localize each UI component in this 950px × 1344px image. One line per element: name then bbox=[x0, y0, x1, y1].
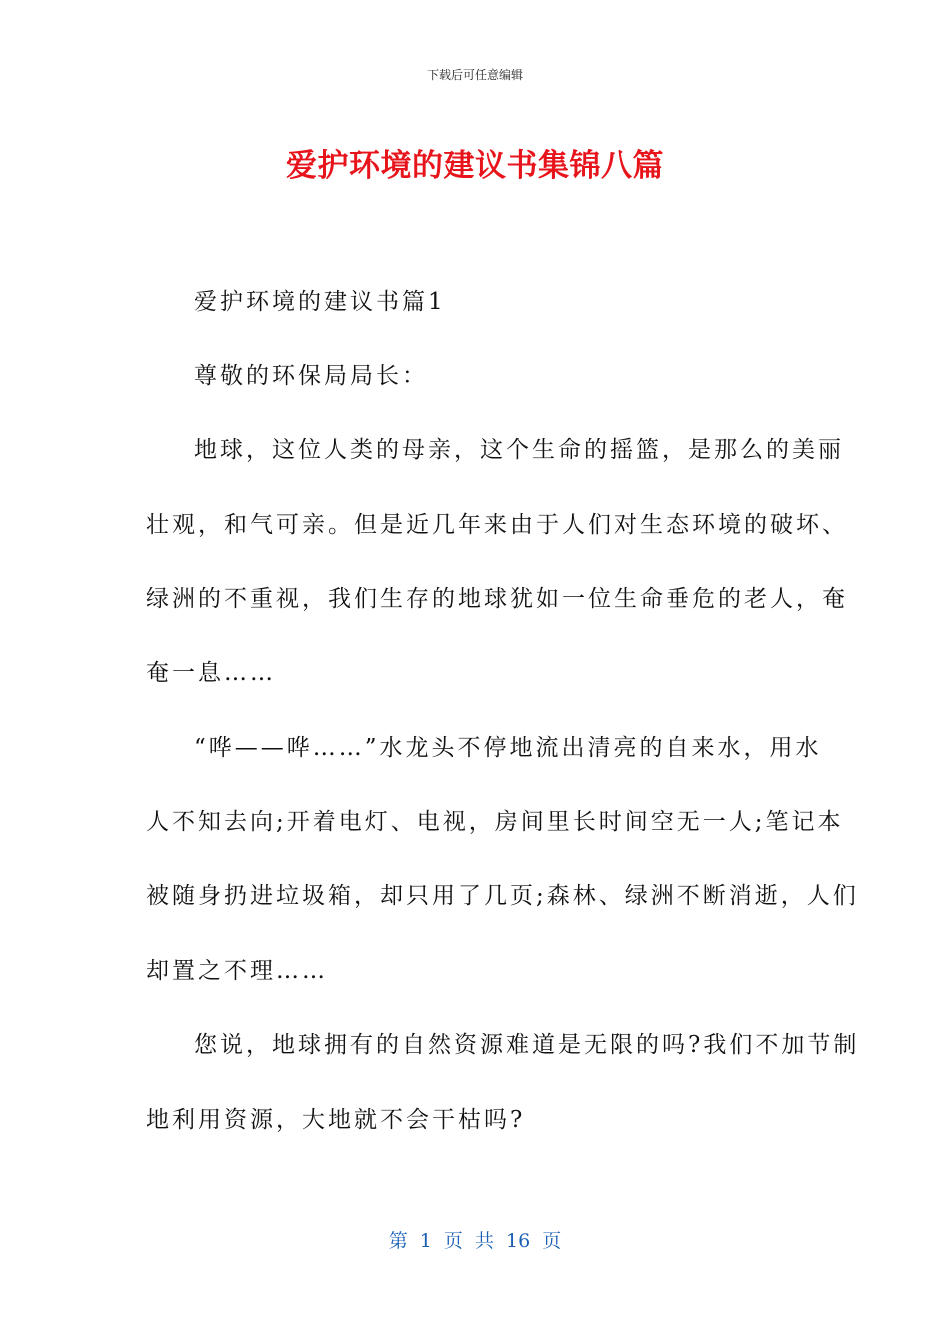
paragraph-line: 却置之不理…… bbox=[146, 958, 328, 984]
salutation: 尊敬的环保局局长： bbox=[194, 363, 428, 389]
paragraph-line: 您说，地球拥有的自然资源难道是无限的吗?我们不加节制 bbox=[194, 1032, 860, 1058]
paragraph-line: 人不知去向;开着电灯、电视，房间里长时间空无一人;笔记本 bbox=[146, 809, 844, 835]
paragraph-line: 奄一息…… bbox=[146, 660, 276, 686]
document-title: 爱护环境的建议书集锦八篇 bbox=[286, 148, 664, 184]
section-heading: 爱护环境的建议书篇1 bbox=[194, 289, 446, 315]
paragraph-line: 壮观，和气可亲。但是近几年来由于人们对生态环境的破坏、 bbox=[146, 512, 848, 538]
paragraph-line: “哗——哗……”水龙头不停地流出清亮的自来水，用水 bbox=[194, 735, 822, 761]
paragraph-line: 地利用资源，大地就不会干枯吗? bbox=[146, 1107, 526, 1133]
page-number-footer: 第 1 页 共 16 页 bbox=[388, 1230, 562, 1252]
paragraph-line: 地球，这位人类的母亲，这个生命的摇篮，是那么的美丽 bbox=[194, 437, 844, 463]
paragraph-line: 被随身扔进垃圾箱，却只用了几页;森林、绿洲不断消逝，人们 bbox=[146, 883, 859, 909]
header-note: 下载后可任意编辑 bbox=[426, 68, 523, 82]
paragraph-line: 绿洲的不重视，我们生存的地球犹如一位生命垂危的老人，奄 bbox=[146, 586, 848, 612]
